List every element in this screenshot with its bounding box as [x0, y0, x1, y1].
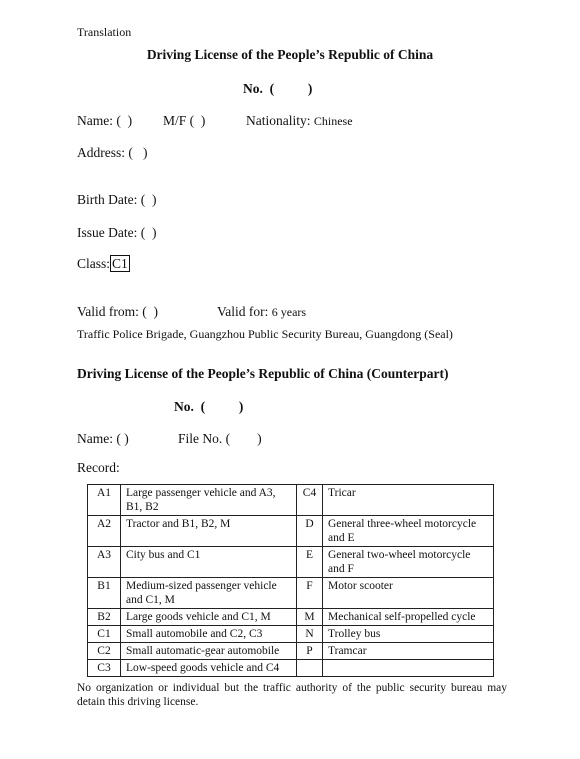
birth-date-value: ( ) [140, 192, 157, 207]
class-description: Tramcar [323, 643, 494, 660]
address-value: ( ) [128, 145, 148, 160]
birth-date-row [77, 192, 157, 208]
class-code: B2 [88, 609, 121, 626]
valid-from-label: Valid from: [77, 304, 139, 319]
footnote: No organization or individual but the traffic authority of the public security bureau may detain this driving license. [77, 682, 507, 708]
table-row [88, 516, 494, 547]
file-number-row [178, 431, 262, 447]
class-row [77, 256, 130, 272]
class-code: A2 [88, 516, 121, 547]
table-row [88, 485, 494, 516]
record-label: Record: [77, 460, 120, 475]
valid-from-row [77, 304, 158, 320]
class-code: C4 [297, 485, 323, 516]
class-description [323, 660, 494, 677]
class-value: C1 [112, 256, 128, 271]
class-code: M [297, 609, 323, 626]
nationality-row [246, 113, 353, 129]
class-code: C1 [88, 626, 121, 643]
license-title: Driving License of the People’s Republic of China [146, 47, 434, 62]
class-description: Tricar [323, 485, 494, 516]
sex-label: M/F [163, 113, 187, 128]
nationality-value: Chinese [313, 114, 353, 128]
table-row [88, 578, 494, 609]
sex-row [163, 113, 205, 129]
class-description: Small automatic-gear automobile [121, 643, 297, 660]
class-code: C2 [88, 643, 121, 660]
class-description: Large goods vehicle and C1, M [121, 609, 297, 626]
class-code: B1 [88, 578, 121, 609]
table-row [88, 626, 494, 643]
class-code: F [297, 578, 323, 609]
class-description: Motor scooter [323, 578, 494, 609]
table-row [88, 609, 494, 626]
issue-date-label: Issue Date: [77, 225, 138, 240]
table-row [88, 547, 494, 578]
class-description: Trolley bus [323, 626, 494, 643]
class-code: D [297, 516, 323, 547]
class-description: Mechanical self-propelled cycle [323, 609, 494, 626]
valid-for-row [217, 304, 306, 320]
file-number-value: ( ) [225, 431, 262, 446]
nationality-label: Nationality: [246, 113, 311, 128]
class-description: General two-wheel motorcycle and F [323, 547, 494, 578]
translation-label: Translation [77, 25, 132, 39]
class-description: Medium-sized passenger vehicle and C1, M [121, 578, 297, 609]
class-description: Low-speed goods vehicle and C4 [121, 660, 297, 677]
record-table [87, 484, 494, 677]
table-row [88, 643, 494, 660]
class-code: A1 [88, 485, 121, 516]
class-label: Class: [77, 256, 111, 271]
address-label: Address: [77, 145, 125, 160]
name-label: Name: [77, 113, 113, 128]
issue-date-value: ( ) [140, 225, 157, 240]
valid-from-value: ( ) [142, 304, 158, 319]
name-value: ( ) [116, 113, 133, 128]
file-number-label: File No. [178, 431, 223, 446]
name-row [77, 113, 132, 129]
sex-value: ( ) [189, 113, 206, 128]
birth-date-label: Birth Date: [77, 192, 138, 207]
counterpart-title: Driving License of the People’s Republic of China (Counterpart) [77, 366, 449, 381]
issue-date-row [77, 225, 156, 241]
class-code: C3 [88, 660, 121, 677]
class-description: Tractor and B1, B2, M [121, 516, 297, 547]
class-description: City bus and C1 [121, 547, 297, 578]
counterpart-name-label: Name: [77, 431, 113, 446]
address-row [77, 145, 148, 161]
class-description: Large passenger vehicle and A3, B1, B2 [121, 485, 297, 516]
valid-for-value: 6 years [271, 305, 307, 319]
class-code: N [297, 626, 323, 643]
class-code: A3 [88, 547, 121, 578]
issuing-authority: Traffic Police Brigade, Guangzhou Public Security Bureau, Guangdong (Seal) [77, 327, 453, 341]
class-description: Small automobile and C2, C3 [121, 626, 297, 643]
counterpart-name-value: ( ) [116, 431, 129, 446]
class-description: General three-wheel motorcycle and E [323, 516, 494, 547]
counterpart-name-row [77, 431, 129, 447]
class-code [297, 660, 323, 677]
license-number: No. ( ) [243, 81, 313, 96]
table-row [88, 660, 494, 677]
class-code: P [297, 643, 323, 660]
class-code: E [297, 547, 323, 578]
valid-for-label: Valid for: [217, 304, 269, 319]
counterpart-number: No. ( ) [174, 399, 244, 414]
